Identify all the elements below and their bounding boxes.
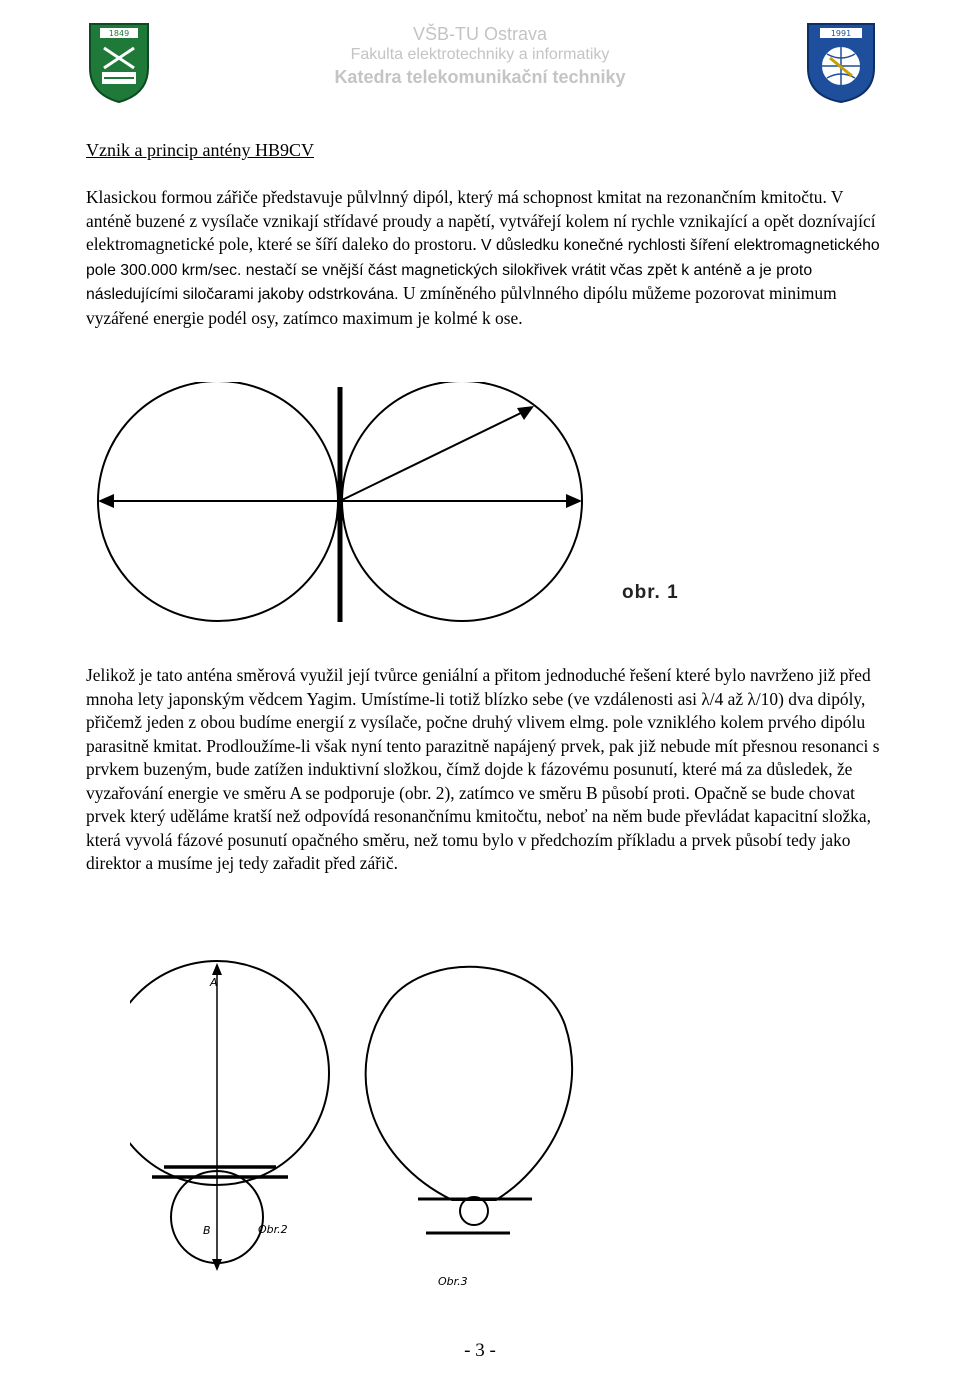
figure-1-dipole-pattern [86,382,706,642]
department-name: Katedra telekomunikační techniky [334,67,626,87]
svg-text:1849: 1849 [108,29,130,38]
figure-3-pattern [330,955,630,1305]
fig2-label-b: B [203,1224,211,1237]
faculty-name: Fakulta elektrotechniky a informatiky [350,46,610,63]
page-header [0,0,960,110]
header-text [250,24,710,89]
yagi-paragraph: Jelikož je tato anténa směrová využil její tvůrce geniální a přitom jednoduché řešení které bylo navrženo již před mnoha lety japonským vědcem Yagim. Umístíme-li totiž blízko sebe (ve vzdálenosti asi λ/4 až λ/10) dva dipóly, přičemž jeden z obou budíme energií z vysílače, počne druhý vlivem elmg. pole vzniklého kolem prvého dipólu parasitně kmitat. Prodloužíme-li však nyní tento parazitně napájený prvek, pak již nebude mít přesnou resonanci s prvkem buzeným, bude zatížen induktivní složkou, čímž dojde k fázovému posunutí, které má za důsledek, že vyzařování energie ve směru A se podporuje (obr. 2), zatímco ve směru B působí proti. Opačně se bude chovat prvek který uděláme kratší než odpovídá resonančnímu kmitočtu, neboť na něm bude převládat kapacitní složka, která vyvolá fázové posunutí opačného směru, než tomu bylo v předchozím příkladu a prvek působí tedy jako direktor a musíme jej tedy zařadit před zářič. [86,665,880,873]
fig2-main-lobe [130,961,329,1185]
intro-text-part3: nestačí se vnější část magnetických silokřivek vrátit včas zpět k anténě a je proto následujícími siločarami jakoby odstrkována. [86,261,813,303]
page-number: - 3 - [464,1340,496,1361]
intro-text-part1: Klasickou formou zářiče představuje půlvlnný dipól, který má schopnost kmitat na rezonančním kmitočtu. V anténě buzené z vysílače vznikají střídavé proudy a napětí, vytvářejí kolem ní rychle vznikající a opět doznívající elektromagnetické pole, které se šíří daleko do prostoru. [86,187,876,254]
fig3-caption: Obr.3 [438,1275,468,1288]
university-name: VŠB-TU Ostrava [412,24,548,44]
fig2-arrow-up [212,963,222,975]
fig2-caption: Obr.2 [258,1223,288,1236]
diagonal-arrow [340,410,527,501]
right-arrowhead [566,494,582,508]
intro-text-part4: U zmíněného půlvlnného dipólu můžeme pozorovat minimum vyzářené energie podél osy, zatímco maximum je kolmé k ose. [86,283,837,328]
intro-paragraph [86,186,886,330]
fig2-arrow-down [212,1259,222,1271]
intro-text-part2: V důsledku konečné rychlosti šíření elektromagnetického pole 300.000 krm/sec. [86,237,880,279]
fig3-main-lobe [366,967,573,1200]
section-title: Vznik a princip antény HB9CV [86,140,314,160]
fig3-back-lobe [460,1197,488,1225]
vsb-logo-icon [84,18,154,104]
svg-text:1991: 1991 [830,29,852,38]
left-arrowhead [98,494,114,508]
department-logo-icon [800,18,882,104]
fig2-label-a: A [210,976,218,989]
figure-1-label: obr. 1 [622,582,679,603]
